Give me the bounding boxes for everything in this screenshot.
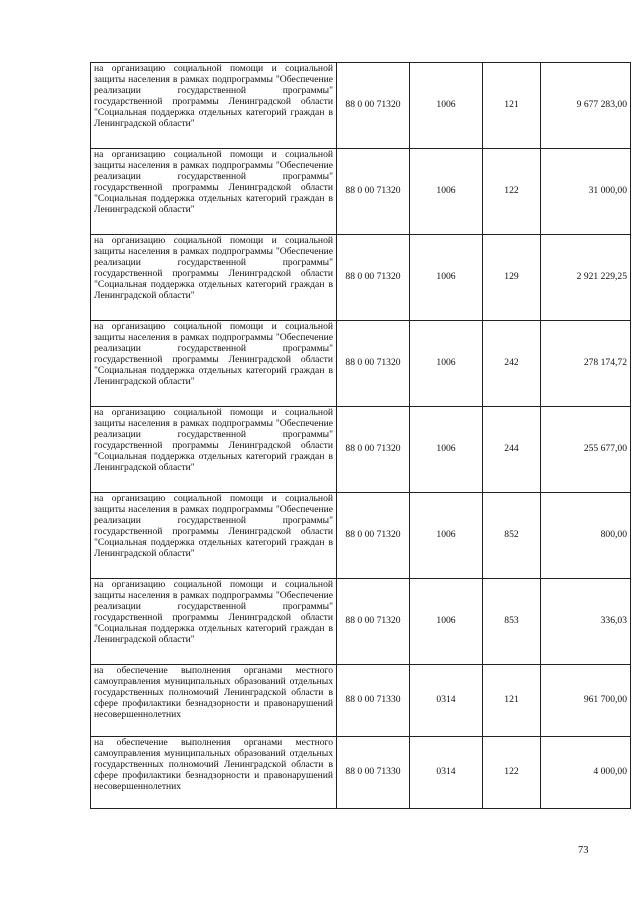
table-row [91, 407, 631, 493]
row-expense-type: 121 [483, 665, 541, 737]
table-row [91, 665, 631, 737]
row-expense-type: 244 [483, 407, 541, 493]
document-page [90, 62, 627, 809]
table-row [91, 321, 631, 407]
row-target-article: 88 0 00 71330 [337, 665, 410, 737]
row-description: на организацию социальной помощи и социальной защиты населения в рамках подпрограммы "Обеспечение реализации государственной программы" государственной программы Ленинградской области "Социальная поддержка отдельных категорий граждан в Ленинградской области" [91, 407, 337, 493]
row-amount: 278 174,72 [541, 321, 631, 407]
row-section-code: 1006 [410, 579, 483, 665]
row-amount: 9 677 283,00 [541, 63, 631, 149]
row-description: на организацию социальной помощи и социальной защиты населения в рамках подпрограммы "Обеспечение реализации государственной программы" государственной программы Ленинградской области "Социальная поддержка отдельных категорий граждан в Ленинградской области" [91, 149, 337, 235]
table-row [91, 493, 631, 579]
row-amount: 2 921 229,25 [541, 235, 631, 321]
row-expense-type: 852 [483, 493, 541, 579]
table-row [91, 737, 631, 809]
row-expense-type: 853 [483, 579, 541, 665]
row-description: на организацию социальной помощи и социальной защиты населения в рамках подпрограммы "Обеспечение реализации государственной программы" государственной программы Ленинградской области "Социальная поддержка отдельных категорий граждан в Ленинградской области" [91, 321, 337, 407]
row-amount: 961 700,00 [541, 665, 631, 737]
row-description: на организацию социальной помощи и социальной защиты населения в рамках подпрограммы "Обеспечение реализации государственной программы" государственной программы Ленинградской области "Социальная поддержка отдельных категорий граждан в Ленинградской области" [91, 235, 337, 321]
row-target-article: 88 0 00 71320 [337, 149, 410, 235]
row-section-code: 0314 [410, 665, 483, 737]
row-target-article: 88 0 00 71320 [337, 579, 410, 665]
row-section-code: 1006 [410, 63, 483, 149]
row-section-code: 1006 [410, 321, 483, 407]
row-description: на обеспечение выполнения органами местного самоуправления муниципальных образований отдельных государственных полномочий Ленинградской области в сфере профилактики безнадзорности и правонарушений несовершеннолетних [91, 665, 337, 737]
row-section-code: 1006 [410, 235, 483, 321]
table-row [91, 579, 631, 665]
page-number: 73 [578, 845, 589, 856]
row-target-article: 88 0 00 71320 [337, 407, 410, 493]
row-target-article: 88 0 00 71330 [337, 737, 410, 809]
row-expense-type: 122 [483, 149, 541, 235]
row-expense-type: 121 [483, 63, 541, 149]
row-section-code: 1006 [410, 407, 483, 493]
row-target-article: 88 0 00 71320 [337, 493, 410, 579]
row-description: на организацию социальной помощи и социальной защиты населения в рамках подпрограммы "Обеспечение реализации государственной программы" государственной программы Ленинградской области "Социальная поддержка отдельных категорий граждан в Ленинградской области" [91, 579, 337, 665]
table-row [91, 235, 631, 321]
row-amount: 4 000,00 [541, 737, 631, 809]
row-section-code: 0314 [410, 737, 483, 809]
row-amount: 31 000,00 [541, 149, 631, 235]
row-description: на обеспечение выполнения органами местного самоуправления муниципальных образований отдельных государственных полномочий Ленинградской области в сфере профилактики безнадзорности и правонарушений несовершеннолетних [91, 737, 337, 809]
row-section-code: 1006 [410, 493, 483, 579]
row-description: на организацию социальной помощи и социальной защиты населения в рамках подпрограммы "Обеспечение реализации государственной программы" государственной программы Ленинградской области "Социальная поддержка отдельных категорий граждан в Ленинградской области" [91, 493, 337, 579]
budget-table [90, 62, 631, 809]
row-target-article: 88 0 00 71320 [337, 235, 410, 321]
row-section-code: 1006 [410, 149, 483, 235]
row-expense-type: 242 [483, 321, 541, 407]
row-target-article: 88 0 00 71320 [337, 321, 410, 407]
table-row [91, 63, 631, 149]
row-amount: 255 677,00 [541, 407, 631, 493]
row-expense-type: 129 [483, 235, 541, 321]
row-amount: 800,00 [541, 493, 631, 579]
row-target-article: 88 0 00 71320 [337, 63, 410, 149]
row-expense-type: 122 [483, 737, 541, 809]
table-body [91, 63, 631, 809]
table-row [91, 149, 631, 235]
row-description: на организацию социальной помощи и социальной защиты населения в рамках подпрограммы "Обеспечение реализации государственной программы" государственной программы Ленинградской области "Социальная поддержка отдельных категорий граждан в Ленинградской области" [91, 63, 337, 149]
row-amount: 336,03 [541, 579, 631, 665]
